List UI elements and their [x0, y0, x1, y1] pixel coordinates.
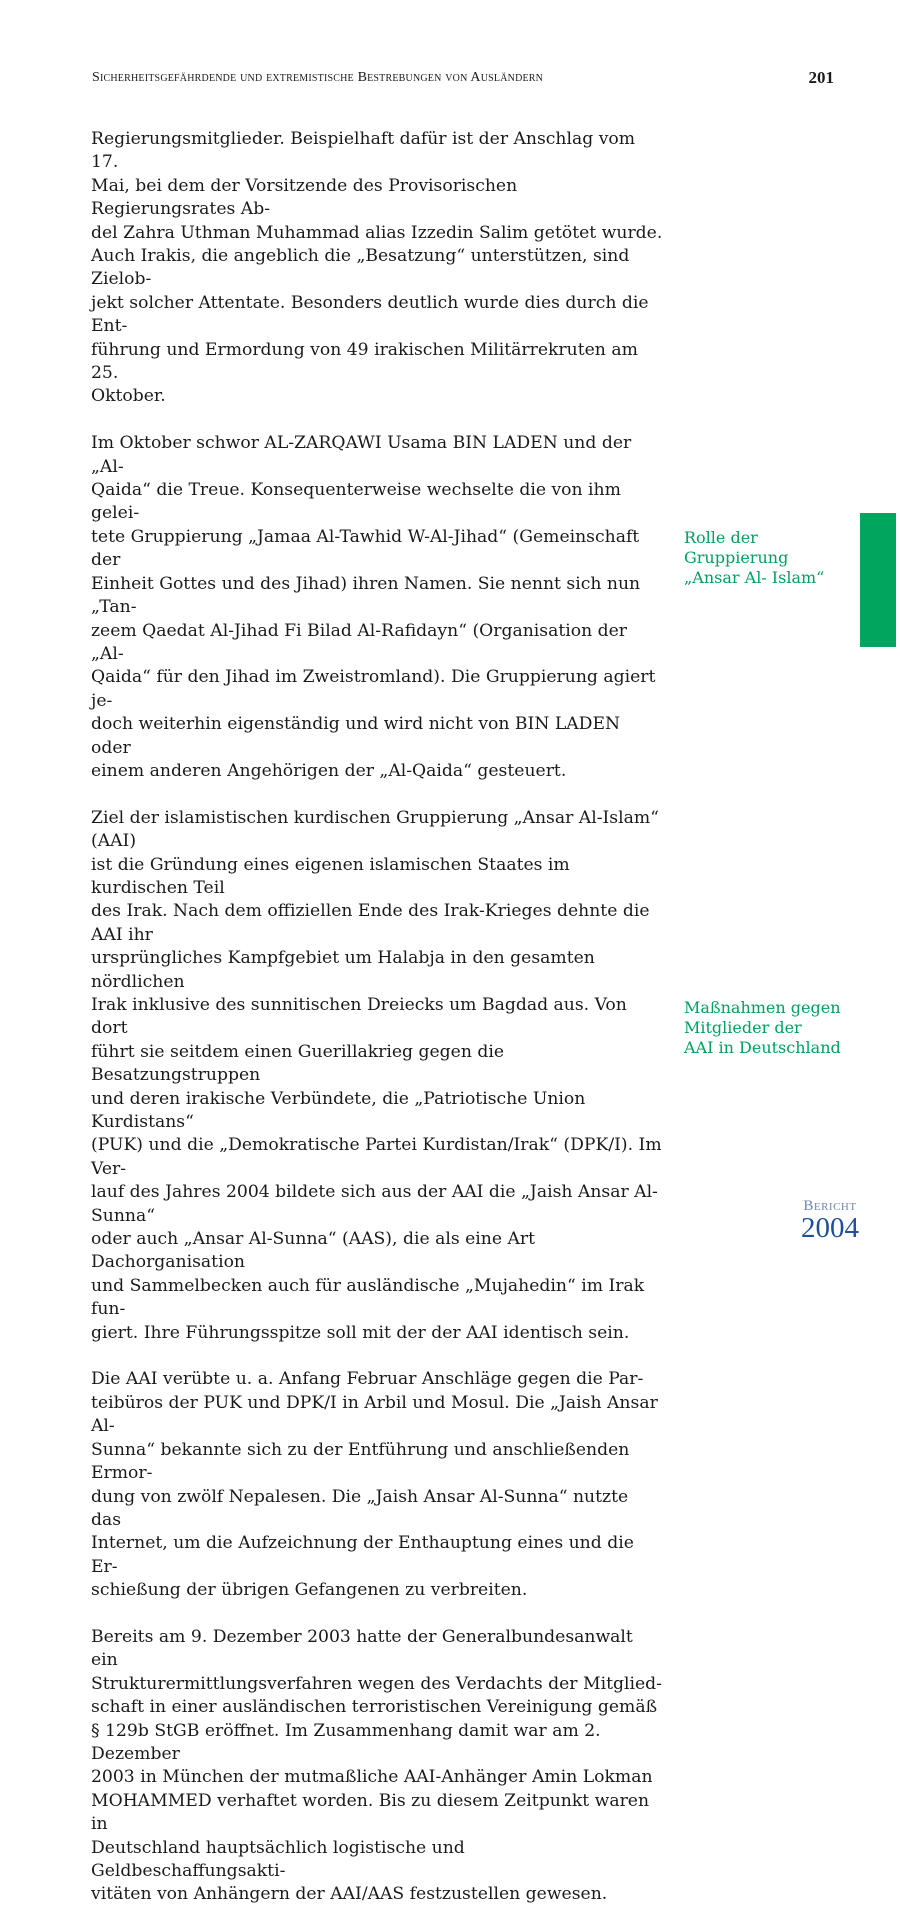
paragraph: Bereits am 9. Dezember 2003 hatte der Generalbundesanwalt ein Strukturermittlungsverfahren wegen des Verdachts der Mitglied- schaft in einer ausländischen terroristischen Vereinigung gemäß § 129b StGB eröffnet. Im Zusammenhang damit war am 2. Dezember 2003 in München der mutmaßliche AAI-Anhänger Amin Lokman MOHAMMED verhaftet worden. Bis zu diesem Zeitpunkt waren in Deutschland hauptsächlich logistische und Geldbeschaffungsakti- vitäten von Anhängern der AAI/AAS festzustellen gewesen. [91, 1626, 662, 1905]
logo-year: 2004 [801, 1212, 859, 1244]
running-title: Sicherheitsgefährdende und extremistische Bestrebungen von Ausländern [92, 70, 544, 85]
main-text [91, 128, 663, 1930]
margin-note-ansar-al-islam: Rolle der Gruppierung „Ansar Al- Islam“ [684, 528, 825, 587]
paragraph: Ziel der islamistischen kurdischen Gruppierung „Ansar Al-Islam“ (AAI) ist die Gründung eines eigenen islamischen Staates im kurdischen Teil des Irak. Nach dem offiziellen Ende des Irak-Krieges dehnte die AAI ihr ursprüngliches Kampfgebiet um Halabja in den gesamten nördlichen Irak inklusive des sunnitischen Dreiecks um Bagdad aus. Von dort führt sie seitdem einen Guerillakrieg gegen die Besatzungstruppen und deren irakische Verbündete, die „Patriotische Union Kurdistans“ (PUK) und die „Demokratische Partei Kurdistan/Irak“ (DPK/I). Im Ver- lauf des Jahres 2004 bildete sich aus der AAI die „Jaish Ansar Al-Sunna“ oder auch „Ansar Al-Sunna“ (AAS), die als eine Art Dachorganisation und Sammelbecken auch für ausländische „Mujahedin“ im Irak fun- giert. Ihre Führungsspitze soll mit der der AAI identisch sein. [91, 807, 662, 1343]
paragraph: Die AAI verübte u. a. Anfang Februar Anschläge gegen die Par- teibüros der PUK und DPK/I in Arbil und Mosul. Die „Jaish Ansar Al- Sunna“ bekannte sich zu der Entführung und anschließenden Ermor- dung von zwölf Nepalesen. Die „Jaish Ansar Al-Sunna“ nutzte das Internet, um die Aufzeichnung der Enthauptung eines und die Er- schießung der übrigen Gefangenen zu verbreiten. [91, 1369, 658, 1601]
report-logo [790, 1198, 870, 1242]
logo-word: Bericht [803, 1198, 857, 1214]
page-number: 201 [808, 68, 834, 87]
running-header [92, 70, 834, 92]
margin-note-measures-germany: Maßnahmen gegen Mitglieder der AAI in Deutschland [684, 998, 841, 1057]
paragraph: Im Oktober schwor AL-ZARQAWI Usama BIN LADEN und der „Al- Qaida“ die Treue. Konsequenterweise wechselte die von ihm gelei- tete Gruppierung „Jamaa Al-Tawhid W-Al-Jihad“ (Gemeinschaft der Einheit Gottes und des Jihad) ihren Namen. Sie nennt sich nun „Tan- zeem Qaedat Al-Jihad Fi Bilad Al-Rafidayn“ (Organisation der „Al- Qaida“ für den Jihad im Zweistromland). Die Gruppierung agiert je- doch weiterhin eigenständig und wird nicht von BIN LADEN oder einem anderen Angehörigen der „Al-Qaida“ gesteuert. [91, 433, 656, 781]
chapter-tab-marker [860, 513, 896, 647]
paragraph: Regierungsmitglieder. Beispielhaft dafür ist der Anschlag vom 17. Mai, bei dem der Vorsitzende des Provisorischen Regierungsrates Ab- del Zahra Uthman Muhammad alias Izzedin Salim getötet wurde. Auch Irakis, die angeblich die „Besatzung“ unterstützen, sind Zielob- jekt solcher Attentate. Besonders deutlich wurde dies durch die Ent- führung und Ermordung von 49 irakischen Militärrekruten am 25. Oktober. [91, 129, 663, 407]
